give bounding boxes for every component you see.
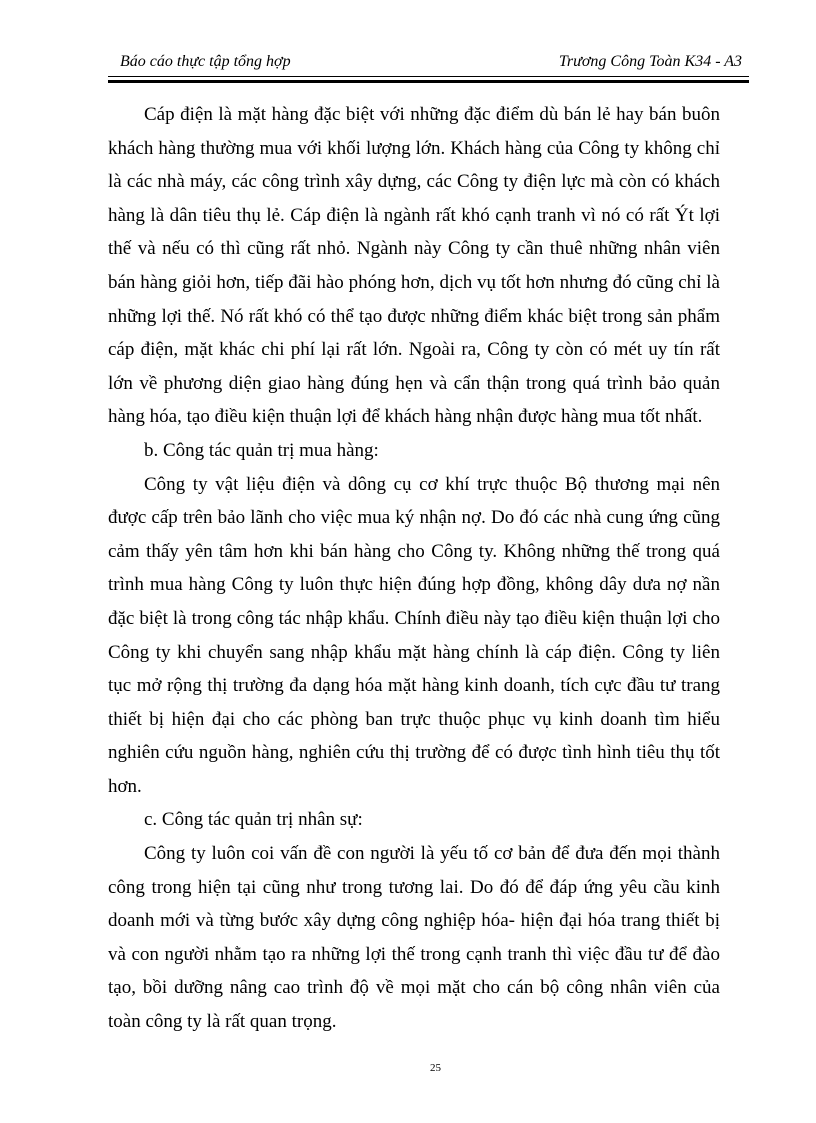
paragraph-nhan-su: Công ty luôn coi vấn đề con người là yếu tố cơ bản để đưa đến mọi thành công trong hiện tại cũng như trong tương lai. Do đó để đáp ứng yêu cầu kinh doanh mới và từng bước xây dựng công nghiệp hóa- hiện đại hóa trang thiết bị và con người nhằm tạo ra những lợi thế trong cạnh tranh thì việc đầu tư để đào tạo, bồi dưỡng nâng cao trình độ về mọi mặt cho cán bộ công nhân viên của toàn công ty là rất quan trọng. xyxy=(108,843,720,1033)
header-author: Trương Công Toàn K34 - A3 xyxy=(558,53,742,70)
page-header xyxy=(108,52,749,74)
document-body xyxy=(108,98,720,1039)
paragraph-mua-hang: Công ty vật liệu điện và dông cụ cơ khí trực thuộc Bộ thương mại nên được cấp trên bảo lãnh cho việc mua ký nhận nợ. Do đó các nhà cung ứng cũng cảm thấy yên tâm hơn khi bán hàng cho Công ty. Không những thế trong quá trình mua hàng Công ty luôn thực hiện đúng hợp đồng, không dây dưa nợ nần đặc biệt là trong công tác nhập khẩu. Chính điều này tạo điều kiện thuận lợi cho Công ty khi chuyển sang nhập khẩu mặt hàng chính là cáp điện. Công ty liên tục mở rộng thị trường đa dạng hóa mặt hàng kinh doanh, tích cực đầu tư trang thiết bị hiện đại cho các phòng ban trực thuộc phục vụ kinh doanh tìm hiểu nghiên cứu nguồn hàng, nghiên cứu thị trường để có được tình hình tiêu thụ tốt hơn. xyxy=(108,473,720,797)
paragraph-cap-dien: Cáp điện là mặt hàng đặc biệt với những đặc điểm dù bán lẻ hay bán buôn khách hàng thường mua với khối lượng lớn. Khách hàng của Công ty không chỉ là các nhà máy, các công trình xây dựng, các Công ty điện lực mà còn có khách hàng là dân tiêu thụ lẻ. Cáp điện là ngành rất khó cạnh tranh vì nó có rất Ýt lợi thế và nếu có thì cũng rất nhỏ. Ngành này Công ty cần thuê những nhân viên bán hàng giỏi hơn, tiếp đãi hào phóng hơn, dịch vụ tốt hơn nhưng đó cũng chỉ là những lợi thế. Nó rất khó có thể tạo được những điểm khác biệt trong sản phẩm cáp điện, mặt khác chi phí lại rất lớn. Ngoài ra, Công ty còn có mét uy tín rất lớn về phương diện giao hàng đúng hẹn và cẩn thận trong quá trình bảo quản hàng hóa, tạo điều kiện thuận lợi để khách hàng nhận được hàng mua tốt nhất. xyxy=(108,104,720,428)
header-report-title: Báo cáo thực tập tổng hợp xyxy=(120,53,291,70)
section-heading-mua-hang: b. Công tác quản trị mua hàng: xyxy=(144,439,379,461)
section-heading-nhan-su: c. Công tác quản trị nhân sự: xyxy=(144,809,363,831)
header-rule-thick xyxy=(108,80,749,83)
page-number: 25 xyxy=(430,1062,441,1074)
header-rule-thin xyxy=(108,76,749,77)
